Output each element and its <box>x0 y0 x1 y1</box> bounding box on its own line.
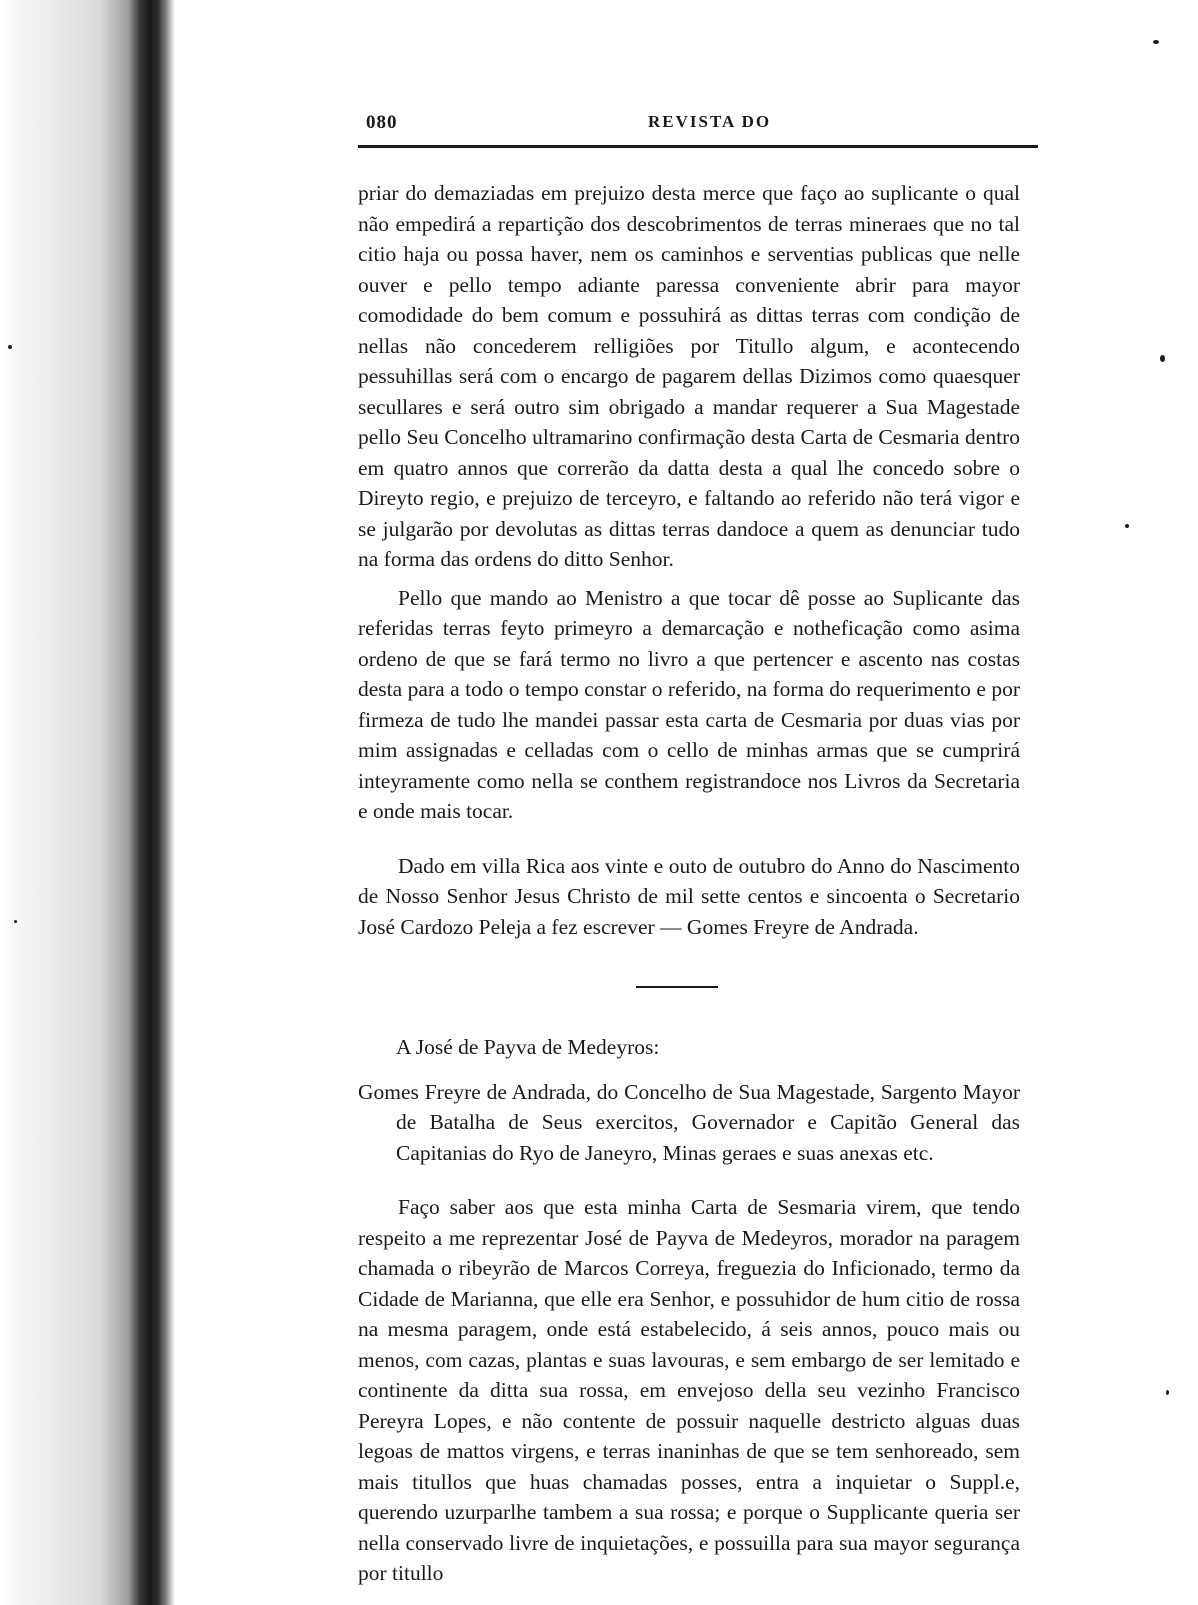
scan-speck <box>1166 1390 1169 1395</box>
page-body <box>358 178 1020 1589</box>
scan-speck <box>8 345 12 349</box>
section-separator <box>636 986 718 988</box>
scan-speck <box>1125 524 1129 528</box>
running-title: REVISTA DO <box>648 112 772 131</box>
header-rule <box>358 145 1038 148</box>
scan-speck <box>1160 355 1165 362</box>
running-header <box>358 100 1043 140</box>
governor-titles: Gomes Freyre de Andrada, do Concelho de Sua Magestade, Sargento Mayor de Batalha de Seus exercitos, Governador e Capitão General das Capitanias do Ryo de Janeyro, Minas geraes e suas anexas etc. <box>358 1079 1020 1165</box>
paragraph-possession-order: Pello que mando ao Menistro a que tocar dê posse ao Suplicante das referidas terras feyto primeyro a demarcação e notheficação como asima ordeno de que se fará termo no livro a que pertencer e ascento nas costas desta para a todo o tempo constar o referido, na forma do requerimento e por firmeza de tudo lhe mandei passar esta carta de Cesmaria por duas vias por mim assignadas e celladas com o cello de minhas armas que se cumprirá inteyramente como nella se conthem registrandoce nos Livros da Secretaria e onde mais tocar. <box>358 585 1020 823</box>
addressee-heading: A José de Payva de Medeyros: <box>396 1035 660 1059</box>
paragraph-date-signature: Dado em villa Rica aos vinte e outo de outubro do Anno do Nascimento de Nosso Senhor Jesus Christo de mil sette centos e sincoenta o Secretario José Cardozo Peleja a fez escrever — Gomes Freyre de Andrada. <box>358 853 1020 939</box>
book-gutter-shadow <box>0 0 175 1605</box>
paragraph-sesmaria-conditions: priar do demaziadas em prejuizo desta merce que faço ao suplicante o qual não empedirá a repartição dos descobrimentos de terras mineraes que no tal citio haja ou possa haver, nem os caminhos e serventias publicas que nelle ouver e pello tempo adiante paressa conveniente abrir para mayor comodidade do bem comum e possuhirá as dittas terras com condição de nellas não concederem relligiões por Titullo algum, e acontecendo pessuhillas será com o encargo de pagarem dellas Dizimos como quaesquer secullares e será outro sim obrigado a mandar requerer a Sua Magestade pello Seu Concelho ultramarino confirmação desta Carta de Cesmaria dentro em quatro annos que correrão da datta desta a qual lhe concedo sobre o Direyto regio, e prejuizo de terceyro, e faltando ao referido não terá vigor e se julgarão por devolutas as dittas terras dandoce a quem as denunciar tudo na forma das ordens do ditto Senhor. <box>358 181 1020 571</box>
scan-speck <box>14 920 17 923</box>
page-number: 080 <box>366 112 398 133</box>
book-page <box>358 100 1043 1585</box>
scan-speck <box>1153 40 1159 44</box>
paragraph-petition: Faço saber aos que esta minha Carta de Sesmaria virem, que tendo respeito a me reprezentar José de Payva de Medeyros, morador na paragem chamada o ribeyrão de Marcos Correya, freguezia do Inficionado, termo da Cidade de Marianna, que elle era Senhor, e possuhidor de hum citio de rossa na mesma paragem, onde está estabelecido, á seis annos, pouco mais ou menos, com cazas, plantas e suas lavouras, e sem embargo de ser lemitado e continente da ditta sua rossa, em envejoso della seu vezinho Francisco Pereyra Lopes, e não contente de possuir naquelle destricto alguas duas legoas de mattos virgens, e terras inaninhas de que se tem senhoreado, sem mais titullos que huas chamadas posses, entra a inquietar o Suppl.e, querendo uzurparlhe tambem a sua rossa; e porque o Supplicante queria ser nella conservado livre de inquietações, e possuilla para sua mayor segurança por titullo <box>358 1195 1020 1585</box>
